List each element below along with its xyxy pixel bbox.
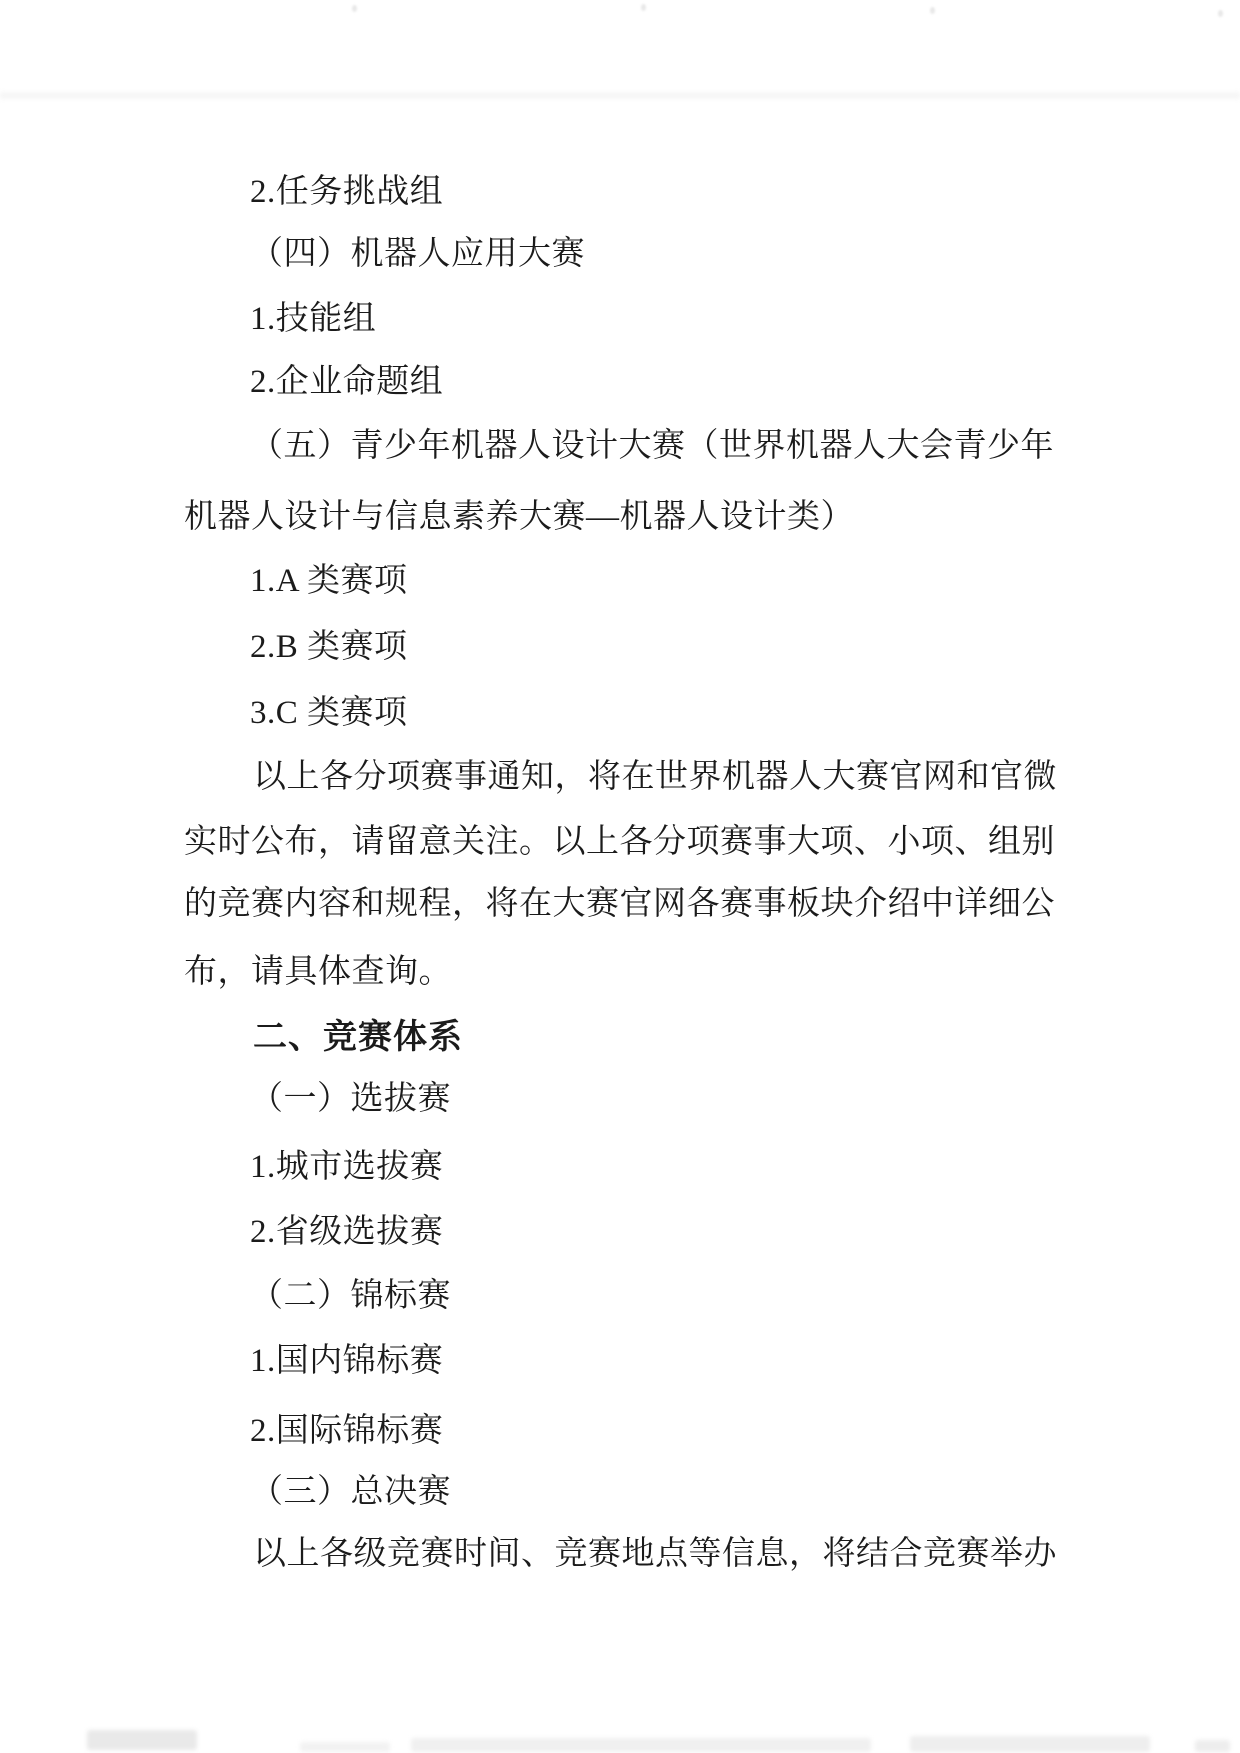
scan-smudge-band (0, 92, 1240, 99)
para-subevent-notice-line-1: 以上各分项赛事通知，将在世界机器人大赛官网和官微 (253, 759, 1057, 795)
line-skill-group: 1.技能组 (250, 301, 377, 337)
line-category-b-event: 2.B 类赛项 (250, 629, 408, 665)
line-section-1-selection-tournament: （一）选拔赛 (250, 1081, 451, 1117)
scan-artifact-bottom-blob (87, 1730, 197, 1750)
line-provincial-selection-tournament: 2.省级选拔赛 (250, 1214, 444, 1250)
line-section-2-championship: （二）锦标赛 (250, 1278, 451, 1314)
line-enterprise-proposition-group: 2.企业命题组 (250, 364, 444, 400)
line-domestic-championship: 1.国内锦标赛 (250, 1343, 444, 1379)
line-section-4-robot-application-contest: （四）机器人应用大赛 (250, 236, 585, 272)
para-schedule-info-line-1: 以上各级竞赛时间、竞赛地点等信息，将结合竞赛举办 (253, 1536, 1057, 1572)
line-youth-contest-continuation: 机器人设计与信息素养大赛—机器人设计类） (184, 499, 854, 535)
line-category-c-event: 3.C 类赛项 (250, 695, 408, 731)
line-category-a-event: 1.A 类赛项 (250, 563, 408, 599)
line-section-5-youth-robot-design-contest: （五）青少年机器人设计大赛（世界机器人大会青少年 (250, 428, 1054, 464)
heading-competition-system: 二、竞赛体系 (253, 1017, 463, 1057)
scan-artifact-bottom-blob (1195, 1740, 1230, 1752)
line-section-3-finals: （三）总决赛 (250, 1474, 451, 1510)
line-city-selection-tournament: 1.城市选拔赛 (250, 1149, 444, 1185)
line-international-championship: 2.国际锦标赛 (250, 1413, 444, 1449)
scan-artifact-speck (1218, 10, 1223, 17)
scan-artifact-bottom-blob (910, 1736, 1150, 1752)
para-subevent-notice-line-4: 布，请具体查询。 (184, 954, 452, 990)
scan-artifact-speck (930, 7, 935, 14)
para-subevent-notice-line-2: 实时公布，请留意关注。以上各分项赛事大项、小项、组别 (184, 824, 1055, 860)
scan-artifact-bottom-blob (411, 1738, 871, 1752)
scan-artifact-bottom-blob (300, 1742, 390, 1752)
para-subevent-notice-line-3: 的竞赛内容和规程，将在大赛官网各赛事板块介绍中详细公 (184, 886, 1055, 922)
scan-artifact-speck (641, 4, 646, 11)
line-task-challenge-group: 2.任务挑战组 (250, 174, 444, 210)
scan-artifact-speck (352, 5, 357, 12)
